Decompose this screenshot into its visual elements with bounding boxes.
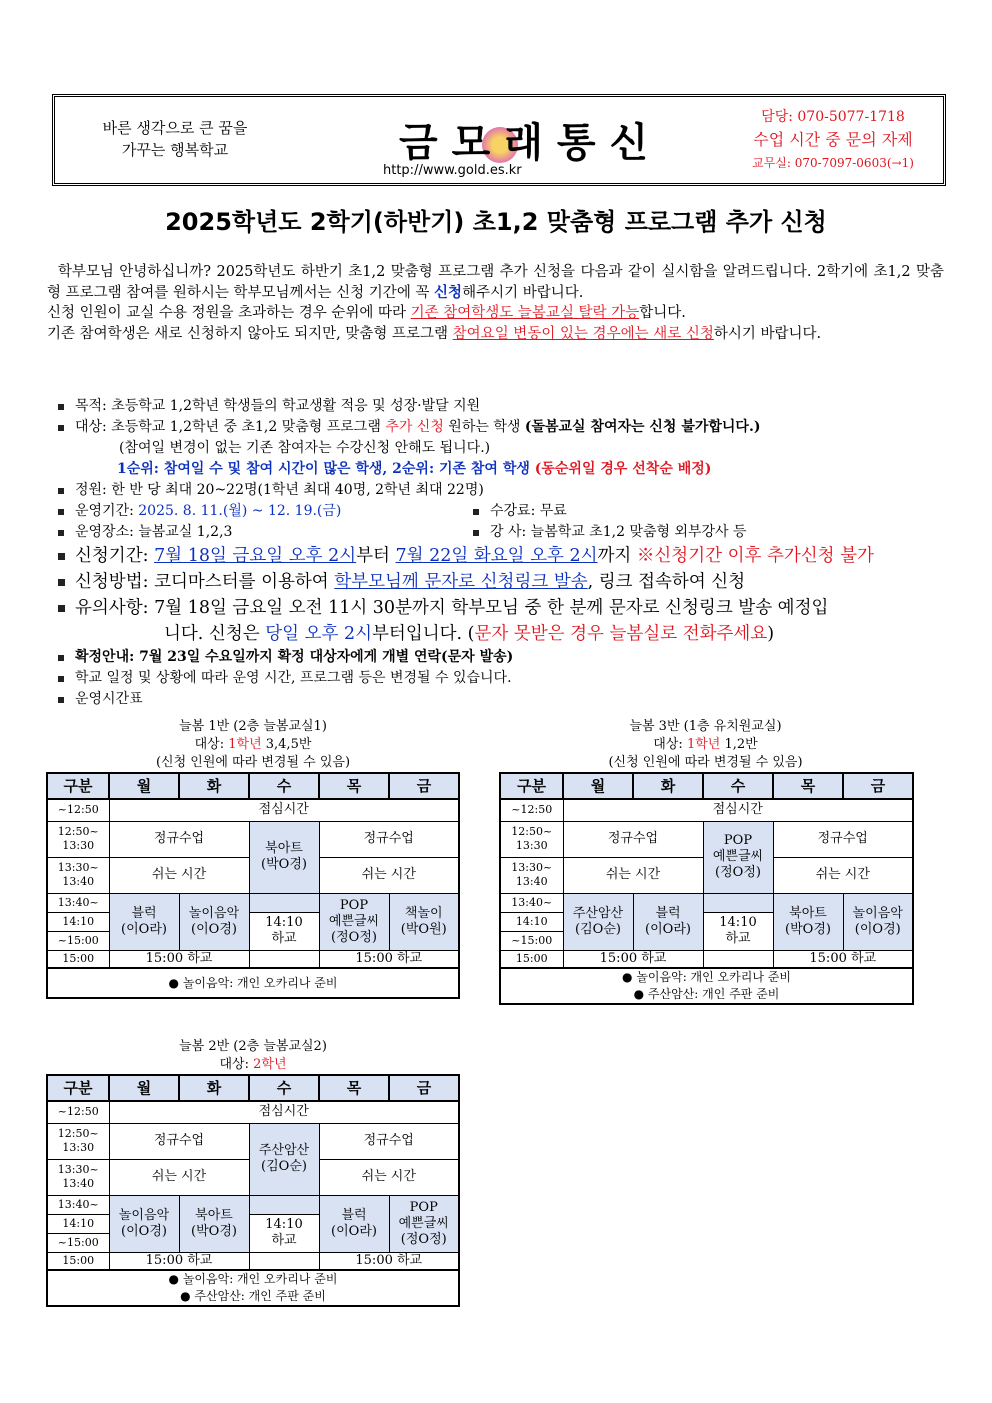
schedule-class3 (499, 718, 912, 1005)
info-venue: 운영장소: 늘봄교실 1,2,3 (55, 522, 470, 543)
program-name-2: 예쁜글씨 (398, 1215, 449, 1231)
info-apply-method (55, 569, 955, 595)
col-tue: 화 (179, 773, 249, 799)
method-label: 신청방법: 코디마스터를 이용하여 (75, 572, 335, 592)
class3-table (499, 772, 914, 1005)
rest-cell: 쉬는 시간 (319, 1159, 459, 1195)
time-cell: 13:40~ (500, 893, 563, 912)
table-row (47, 1101, 459, 1123)
class3-title: 늘봄 3반 (629, 719, 680, 734)
school-url[interactable]: http://www.gold.es.kr (383, 163, 522, 178)
info-confirm: 확정안내: 7월 23일 수요일까지 확정 대상자에게 개별 연락(문자 발송) (55, 647, 955, 668)
rest-cell: 쉬는 시간 (109, 857, 249, 893)
program-name: 북아트 (195, 1207, 233, 1223)
intro-p3-emphasis: 참여요일 변동이 있는 경우에는 새로 신청 (452, 325, 714, 342)
intro-p3-end: 하시기 바랍니다. (713, 325, 822, 342)
dismiss-label: 하교 (271, 1233, 297, 1248)
mon-program-cell (563, 893, 633, 950)
class1-target-grade: 1학년 (228, 737, 262, 752)
class1-room: (2층 늘봄교실1) (229, 719, 327, 734)
footnote-ocarina: ● 놀이음악: 개인 오카리나 준비 (168, 1272, 338, 1286)
info-purpose: 목적: 초등학교 1,2학년 학생들의 학교생활 적응 및 성장·발달 지원 (55, 396, 955, 417)
dismiss-label: 하교 (271, 931, 297, 946)
table-header-row (47, 773, 459, 799)
time-start: 13:30~ (57, 861, 99, 874)
time-cell: 14:10 (47, 1214, 109, 1233)
col-thu: 목 (773, 773, 843, 799)
program-teacher: (이O경) (854, 921, 901, 937)
time-cell (47, 1159, 109, 1195)
table-row (47, 1123, 459, 1159)
program-teacher: (이O라) (121, 921, 167, 937)
intro-paragraph-2 (47, 303, 944, 324)
contact-office: 교무실: 070-7097-0603(→1) (752, 156, 914, 170)
apply-end: 7월 22일 화요일 오후 2시 (395, 546, 598, 566)
time-cell: ~12:50 (47, 1101, 109, 1123)
program-teacher: (박O경) (785, 921, 831, 937)
table-header-row (500, 773, 913, 799)
info-priority (55, 459, 955, 480)
program-name: POP (723, 833, 753, 848)
program-name: 주산암산 (572, 905, 624, 921)
time-end: 13:40 (515, 875, 548, 888)
dismiss-cell: 15:00 하교 (563, 950, 703, 968)
info-row-period (55, 501, 955, 522)
document-title: 2025학년도 2학기(하반기) 초1,2 맞춤형 프로그램 추가 신청 (165, 208, 827, 236)
regular-class-cell: 정규수업 (109, 1123, 249, 1159)
program-name: 북아트 (789, 905, 827, 921)
time-cell: 15:00 (47, 950, 109, 968)
thu-program-cell (319, 893, 389, 950)
col-wed: 수 (249, 1075, 319, 1101)
time-end: 13:30 (62, 1141, 95, 1154)
wed-dismiss-cell (703, 912, 773, 950)
col-label: 구분 (47, 1075, 109, 1101)
intro-p1-end: 해주시기 바랍니다. (462, 284, 584, 301)
table-row (47, 1252, 459, 1270)
table-row (500, 950, 913, 968)
program-name: 주산암산 (258, 1143, 310, 1158)
program-name: 놀이음악 (852, 905, 903, 921)
dismiss-time: 14:10 (265, 1217, 303, 1232)
method-end: , 링크 접속하여 신청 (587, 572, 746, 592)
lunch-cell: 점심시간 (109, 1101, 459, 1123)
class2-title: 늘봄 2반 (179, 1039, 230, 1054)
class2-target-label: 대상: (219, 1057, 254, 1072)
wed-dismiss-cell (249, 1214, 319, 1252)
program-teacher: (정O정) (400, 1231, 447, 1247)
class1-note: (신청 인원에 따라 변경될 수 있음) (155, 755, 351, 770)
dismiss-cell: 15:00 하교 (773, 950, 913, 968)
program-name: POP (339, 897, 369, 913)
wed-program-cell-end (249, 1195, 319, 1214)
col-tue: 화 (633, 773, 703, 799)
time-cell: 14:10 (500, 912, 563, 931)
intro-p3: 기존 참여학생은 새로 신청하지 않아도 되지만, 맞춤형 프로그램 (47, 325, 453, 342)
caution-text-4: ) (767, 624, 775, 644)
info-fee: 수강료: 무료 (470, 501, 885, 522)
table-row (47, 799, 459, 821)
info-change: 학교 일정 및 상황에 따라 운영 시간, 프로그램 등은 변경될 수 있습니다. (55, 668, 955, 689)
col-fri: 금 (843, 773, 913, 799)
priority-text: 1순위: 참여일 수 및 참여 시간이 많은 학생, 2순위: 기존 참여 학생 (117, 461, 530, 477)
time-end: 13:30 (515, 839, 548, 852)
program-name-2: 예쁜글씨 (712, 849, 764, 864)
schedule-class2 (46, 1038, 460, 1307)
rest-cell: 쉬는 시간 (319, 857, 459, 893)
col-label: 구분 (500, 773, 563, 799)
intro-p2-end: 합니다. (639, 305, 686, 321)
time-cell: 15:00 (500, 950, 563, 968)
program-teacher: (김O순) (261, 1159, 307, 1174)
target-text: 대상: 초등학교 1,2학년 중 초1,2 맞춤형 프로그램 (75, 419, 386, 435)
contact-info (733, 107, 933, 173)
program-teacher: (이O라) (331, 1223, 377, 1239)
time-end: 13:40 (62, 1177, 95, 1190)
caution-emphasis: 당일 오후 2시 (265, 624, 373, 644)
contact-phone: 담당: 070-5077-1718 (761, 109, 905, 125)
class3-target-rest: 1,2반 (720, 737, 758, 752)
thu-program-cell (319, 1195, 389, 1252)
fri-program-cell (389, 1195, 459, 1252)
intro-p2-emphasis: 기존 참여학생도 늘봄교실 탈락 가능 (410, 305, 640, 321)
apply-until: 까지 (597, 546, 637, 566)
info-caution (55, 595, 955, 621)
program-teacher: (박O경) (261, 857, 307, 872)
time-cell: 13:40~ (47, 1195, 109, 1214)
mon-program-cell (109, 893, 179, 950)
school-motto (63, 117, 287, 161)
fri-program-cell (843, 893, 913, 950)
schedule-class1 (46, 718, 460, 999)
tue-program-cell (179, 893, 249, 950)
dismiss-cell: 15:00 하교 (109, 950, 249, 968)
time-cell: ~12:50 (500, 799, 563, 821)
method-emphasis: 학부모님께 문자로 신청링크 발송 (334, 572, 588, 592)
info-target-note: (참여일 변경이 없는 기존 참여자는 수강신청 안해도 됩니다.) (119, 440, 491, 456)
time-cell (500, 821, 563, 857)
time-cell (47, 1123, 109, 1159)
time-start: 12:50~ (57, 1127, 99, 1140)
program-name: 책놀이 (404, 905, 443, 921)
class1-title: 늘봄 1반 (179, 719, 230, 734)
mon-program-cell (109, 1195, 179, 1252)
col-thu: 목 (319, 1075, 389, 1101)
program-name: 블럭 (341, 1207, 367, 1223)
program-teacher: (정O정) (331, 929, 377, 945)
footnote-ocarina: ● 놀이음악: 개인 오카리나 준비 (622, 970, 791, 984)
rest-cell: 쉬는 시간 (109, 1159, 249, 1195)
intro-paragraph-1 (47, 262, 944, 303)
lunch-cell: 점심시간 (109, 799, 459, 821)
intro-paragraph-3 (47, 324, 944, 345)
intro-p1: 학부모님 안녕하십니까? 2025학년도 하반기 초1,2 맞춤형 프로그램 추가 신청을 다음과 같이 실시함을 알려드립니다. 2학기에 초1,2 맞춤형 프로그램 참여를 원하시는 학부모님께서는 신청 기간에 꼭 (47, 264, 944, 301)
class1-target-rest: 3,4,5반 (261, 737, 312, 752)
info-period (55, 501, 470, 522)
apply-label: 신청기간: (75, 546, 155, 566)
class3-target (499, 736, 912, 754)
info-capacity: 정원: 한 반 당 최대 20~22명(1학년 최대 40명, 2학년 최대 22명) (55, 480, 955, 501)
time-cell (47, 857, 109, 893)
program-teacher: (김O순) (575, 921, 621, 937)
rest-cell: 쉬는 시간 (773, 857, 913, 893)
wed-program-cell (703, 821, 773, 893)
class3-target-grade: 1학년 (686, 737, 721, 752)
program-name: 블럭 (131, 905, 157, 921)
table-row (500, 821, 913, 857)
info-row-venue (55, 522, 955, 543)
class1-footnote: ● 놀이음악: 개인 오카리나 준비 (47, 968, 459, 998)
class1-caption (46, 718, 460, 736)
footnote-abacus: ● 주산암산: 개인 주판 준비 (633, 987, 780, 1001)
class3-note: (신청 인원에 따라 변경될 수 있음) (608, 755, 803, 770)
program-name: 북아트 (265, 841, 303, 856)
time-start: 12:50~ (57, 825, 99, 838)
time-cell: ~15:00 (47, 1233, 109, 1252)
table-header-row (47, 1075, 459, 1101)
table-note-row (47, 968, 459, 998)
apply-mid: 부터 (356, 546, 396, 566)
dismiss-cell: 15:00 하교 (319, 950, 459, 968)
class2-caption (46, 1038, 460, 1056)
dismiss-cell: 15:00 하교 (109, 1252, 249, 1270)
time-start: 13:30~ (511, 861, 553, 874)
caution-text-2: 니다. 신청은 (164, 624, 266, 644)
program-name: 블럭 (655, 905, 681, 921)
apply-start: 7월 18일 금요일 오후 2시 (154, 546, 357, 566)
time-cell: 15:00 (47, 1252, 109, 1270)
program-teacher: (이O경) (191, 921, 237, 937)
dismiss-time: 14:10 (719, 915, 757, 930)
footnote-abacus: ● 주산암산: 개인 주판 준비 (180, 1289, 326, 1303)
time-cell: ~15:00 (47, 931, 109, 950)
time-start: 12:50~ (511, 825, 553, 838)
col-fri: 금 (389, 1075, 459, 1101)
dismiss-cell: 15:00 하교 (319, 1252, 459, 1270)
class3-caption (499, 718, 912, 736)
time-end: 13:30 (62, 839, 95, 852)
rest-cell: 쉬는 시간 (563, 857, 703, 893)
info-target (55, 417, 955, 438)
intro-p2: 신청 인원이 교실 수용 정원을 초과하는 경우 순위에 따라 (47, 305, 411, 321)
class3-room: (1층 유치원교실) (679, 719, 782, 734)
wed-empty-cell (703, 950, 773, 968)
apply-warning: ※신청기간 이후 추가신청 불가 (636, 546, 874, 566)
class1-target-label: 대상: (194, 737, 229, 752)
newsletter-title: 금모래통신 (399, 120, 663, 166)
intro-text (47, 262, 944, 344)
class2-room: (2층 늘봄교실2) (229, 1039, 327, 1054)
target-emphasis: 추가 신청 (385, 419, 444, 435)
info-instructor: 강 사: 늘봄학교 초1,2 맞춤형 외부강사 등 (470, 522, 885, 543)
caution-text: 유의사항: 7월 18일 금요일 오전 11시 30분까지 학부모님 중 한 분께 문자로 신청링크 발송 예정입 (75, 598, 829, 618)
info-timetable-label: 운영시간표 (55, 689, 955, 710)
time-cell (47, 821, 109, 857)
program-teacher: (박O원) (400, 921, 447, 937)
newsletter-header (52, 94, 946, 186)
time-cell: 14:10 (47, 912, 109, 931)
caution-call-notice: 문자 못받은 경우 늘봄실로 전화주세요 (474, 624, 768, 644)
class2-table (46, 1074, 460, 1307)
fri-program-cell (389, 893, 459, 950)
time-cell (500, 857, 563, 893)
regular-class-cell: 정규수업 (319, 821, 459, 857)
period-value: 2025. 8. 11.(월) ~ 12. 19.(금) (138, 503, 342, 519)
col-mon: 월 (563, 773, 633, 799)
regular-class-cell: 정규수업 (563, 821, 703, 857)
wed-program-cell-end (249, 893, 319, 912)
col-tue: 화 (179, 1075, 249, 1101)
col-mon: 월 (109, 1075, 179, 1101)
wed-empty-cell (249, 1252, 319, 1270)
program-name: 놀이음악 (118, 1207, 170, 1223)
regular-class-cell: 정규수업 (319, 1123, 459, 1159)
dismiss-label: 하교 (725, 931, 751, 946)
program-teacher: (이O라) (645, 921, 691, 937)
program-name: 놀이음악 (188, 905, 240, 921)
table-note-row (500, 968, 913, 1004)
lunch-cell: 점심시간 (563, 799, 913, 821)
time-cell: 13:40~ (47, 893, 109, 912)
info-caution-cont (55, 621, 955, 647)
time-cell: ~15:00 (500, 931, 563, 950)
table-row (500, 893, 913, 912)
table-row (47, 1195, 459, 1214)
wed-empty-cell (249, 950, 319, 968)
time-end: 13:40 (62, 875, 95, 888)
intro-p1-emphasis: 신청 (434, 283, 463, 301)
class1-target (46, 736, 460, 754)
info-apply-period (55, 543, 955, 569)
caution-text-3: 부터입니다. ( (372, 624, 475, 644)
col-label: 구분 (47, 773, 109, 799)
class2-footnote (47, 1270, 459, 1306)
tue-program-cell (179, 1195, 249, 1252)
table-row (500, 799, 913, 821)
wed-program-cell (249, 821, 319, 893)
thu-program-cell (773, 893, 843, 950)
class2-target (46, 1056, 460, 1074)
class1-table (46, 772, 460, 999)
program-name: POP (409, 1199, 438, 1215)
table-row (47, 893, 459, 912)
col-wed: 수 (249, 773, 319, 799)
program-teacher: (정O정) (715, 865, 761, 880)
priority-tiebreak: (동순위일 경우 선착순 배정) (529, 461, 712, 477)
info-list (55, 396, 955, 710)
program-teacher: (이O경) (121, 1223, 167, 1239)
regular-class-cell: 정규수업 (109, 821, 249, 857)
col-mon: 월 (109, 773, 179, 799)
col-thu: 목 (319, 773, 389, 799)
table-row (47, 950, 459, 968)
program-teacher: (박O경) (191, 1223, 237, 1239)
col-wed: 수 (703, 773, 773, 799)
table-note-row (47, 1270, 459, 1306)
col-fri: 금 (389, 773, 459, 799)
wed-program-cell-end (703, 893, 773, 912)
wed-program-cell (249, 1123, 319, 1195)
class3-footnote (500, 968, 913, 1004)
regular-class-cell: 정규수업 (773, 821, 913, 857)
dismiss-time: 14:10 (265, 915, 303, 930)
time-start: 13:30~ (57, 1163, 99, 1176)
time-cell: ~12:50 (47, 799, 109, 821)
period-label: 운영기간: (75, 503, 139, 519)
motto-line-2: 가꾸는 행복학교 (121, 141, 229, 159)
wed-dismiss-cell (249, 912, 319, 950)
motto-line-1: 바른 생각으로 큰 꿈을 (102, 119, 248, 137)
contact-notice: 수업 시간 중 문의 자제 (753, 130, 913, 149)
table-row (47, 821, 459, 857)
target-text-2: 원하는 학생 (443, 419, 525, 435)
tue-program-cell (633, 893, 703, 950)
class2-target-grade: 2학년 (253, 1057, 287, 1072)
target-restriction: (돌봄교실 참여자는 신청 불가합니다.) (524, 419, 761, 435)
program-name-2: 예쁜글씨 (328, 913, 380, 929)
class3-target-label: 대상: (653, 737, 687, 752)
